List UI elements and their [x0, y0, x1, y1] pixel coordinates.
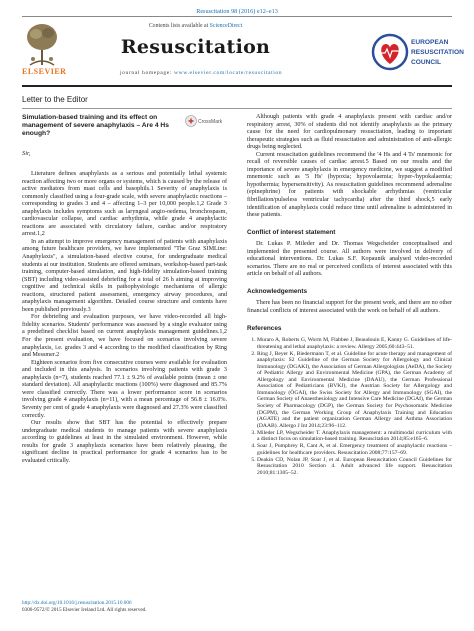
references-heading: References [247, 324, 282, 332]
acknowledgements-text: There has been no financial support for the present work, and there are no other financial conflicts of interest associated with the work on behalf of all authors. [247, 300, 452, 315]
erc-line1: EUROPEAN [411, 39, 449, 46]
crossmark-label: CrossMark [198, 119, 223, 125]
elsevier-tree-logo [24, 21, 60, 67]
article-type-label: Letter to the Editor [22, 95, 88, 104]
reference-list [247, 337, 452, 476]
contents-prefix: Contents lists available at [148, 23, 210, 29]
crossmark-badge[interactable] [185, 114, 225, 128]
body-paragraph: Eighteen scenarios from five consecutive courses were available for evaluation and included in this analysis. In scenarios involving patients with grade 3 anaphylaxis (n=7), students reached 77.1 ± 9.2% of available points (mean ± one standard deviation). All anaphylactic reactions (100%) were diagnosed and 85.7% were classified correctly. There was a lower performance score in scenarios involving grade 4 anaphylaxis (n=11), with a mean percentage of 56.8 ± 16.0%. Seventy per cent of grade 4 anaphylaxis were diagnosed and 27.3% were classified correctly. [22, 359, 227, 419]
article-title: Simulation-based training and its effect on management of severe anaphylaxis – Are 4 Hs enough? [22, 114, 169, 137]
body-paragraph: In an attempt to improve emergency management of patients with anaphylaxis among future healthcare providers, we have implemented "The Graz SIMLine: Anaphylaxis", a simulation-based elective course, for undergraduate medical students at our institution. Students are offered seminars, workshop-based part-task training, computer-based simulation, and high-fidelity simulation-based training (SBT) including video-assisted debriefing for a total of 26 h aiming at improving cognitive and technical skills in pathophysiologic mechanisms of allergic reactions, structured patient assessment, emergency airway procedures, and anaphylaxis management algorithm. Detailed course structure and contents have been published previously.3 [22, 238, 227, 313]
acknowledgements-heading: Acknowledgements [247, 287, 308, 295]
footer [22, 600, 147, 613]
header-rule-bottom [22, 85, 452, 87]
coi-text: Dr. Lukas P. Mileder and Dr. Thomas Wegscheider conceptualised and implemented the presented course. All authors were involved in delivery of educational interventions. Dr. Lukas S.F. Kopaunik analysed video-recorded scenarios. There are no real or perceived conflicts of interest associated with this article on behalf of all authors. [247, 241, 452, 278]
issn-copyright: 0300-9572/© 2015 Elsevier Ireland Ltd. All rights reserved. [22, 606, 147, 613]
reference-item[interactable]: 4. Soar J, Pumphrey R, Cant A, et al. Emergency treatment of anaphylactic reactions – guidelines for healthcare providers. Resuscitation 2008;77:157–69. [257, 443, 452, 456]
reference-item[interactable]: 2. Ring J, Beyer K, Biedermann T, et al. Guideline for acute therapy and management of anaphylaxis: S2 Guideline of the German Society for Allergology and Clinical Immunology (DGAKI), the Association of German Allergologists (AeDA), the Society of Pediatric Allergy and Environmental Medicine (GPA), the German Academy of Allergology and Environmental Medicine (DAAU), the German Professional Association of Pediatricians (BVKJ), the Austrian Society for Allergology and Immunology (ÖGAI), the Swiss Society for Allergy and Immunology (SGAI), the German Society of Anaesthesiology and Intensive Care Medicine (DGAI), the German Society of Pharmacology (DGP), the German Society for Psychosomatic Medicine (DGPM), the German Working Group of Anaphylaxis Training and Education (AGATE) and the patient organization German Allergy and Asthma Association (DAAB). Allergo J Int 2014;23:96–112. [257, 351, 452, 430]
erc-line2: RESUSCITATION [411, 49, 464, 56]
right-paragraphs [247, 114, 452, 220]
journal-citation[interactable]: Resuscitation 98 (2016) e12–e13 [196, 8, 278, 15]
section-rule [22, 108, 452, 109]
coi-heading: Conflict of interest statement [247, 228, 336, 236]
homepage-link[interactable]: www.elsevier.com/locate/resuscitation [173, 70, 283, 76]
reference-item[interactable]: 1. Muraro A, Roberts G, Worm M, Flabbee J, Beaudouin E, Kanny G. Guidelines of life-threatening and lethal anaphylaxis: a review. Allergy 2005;60:443–51. [257, 337, 452, 350]
contents-availability [63, 23, 328, 29]
journal-title: Resuscitation [120, 36, 271, 58]
body-paragraph: Current resuscitation guidelines recommend the '4 Hs and 4 Ts' mnemonic for recall of reversible causes of cardiac arrest.5 Based on our results and the importance of severe anaphylaxis in emergency medicine, we suggest a modified mnemonic such as '5 Hs' (hypoxia; hypovolaemia; hyper-/hypokalaemia; hypothermia; hypersensitivity). As resuscitation guidelines recommend adrenaline (epinephrine) for patients with shockable arrhythmias (ventricular fibrillation/pulseless ventricular tachycardia) after the third shock,5 early identification of anaphylaxis could reduce time until adrenaline is administered in these patients. [247, 151, 452, 219]
body-paragraph: Literature defines anaphylaxis as a serious and potentially lethal systemic reaction affecting two or more organs or systems, which is caused by the release of active mediators from mast cells and basophils.1 Severity of anaphylaxis is commonly classified using a four-grade scale, with severe anaphylactic reactions – corresponding to grades 3 and 4 – affecting 1–3 per 10,000 people.1,2 Grade 3 anaphylaxis includes symptoms such as laryngeal angio-oedema, bronchospasm, cardiovascular collapse, and cardiac arrhythmia, while grade 4 anaphylactic reactions are associated with circulatory failure, cardiac and/or respiratory arrest.1,2 [22, 171, 227, 238]
body-paragraph: Our results show that SBT has the potential to effectively prepare undergraduate medical students to manage patients with severe anaphylaxis according to guidelines at least in the simulated environment. However, while results for grade 3 anaphylaxis scenarios have been relatively pleasing, the significant decline in practical performance for grade 4 scenarios has to be evaluated critically. [22, 420, 227, 464]
right-column-body [247, 114, 452, 477]
header-rule-top [22, 16, 452, 17]
reference-item[interactable]: 5. Deakin CD, Nolan JP, Soar J, et al. European Resuscitation Council Guidelines for Resuscitation 2010 Section 4. Adult advanced life support. Resuscitation 2010;81:1305–52. [257, 457, 452, 477]
journal-homepage [120, 70, 282, 76]
body-paragraph: For debriefing and evaluation purposes, we have video-recorded all high-fidelity scenarios. Students' performance was assessed by a single evaluator using a predefined checklist based on current anaphylaxis management guidelines.1,2 For the present evaluation, we have focused on scenarios involving severe anaphylaxis, i.e. grades 3 and 4 according to the modified classification by Ring and Messmer.2 [22, 314, 227, 359]
reference-item[interactable]: 3. Mileder LP, Wegscheider T. Anaphylaxis management: a multimodal curriculum with a distinct focus on simulation-based training. Resuscitation 2014;85:e165–6. [257, 430, 452, 443]
elsevier-wordmark: ELSEVIER [22, 67, 67, 76]
salutation: Sir, [22, 150, 31, 157]
homepage-label: journal homepage: [120, 70, 174, 76]
erc-logo [370, 20, 464, 84]
sciencedirect-link[interactable]: ScienceDirect [209, 23, 243, 29]
doi-link[interactable]: http://dx.doi.org/10.1016/j.resuscitation.2015.10.006 [22, 600, 132, 606]
erc-line3: COUNCIL [411, 59, 442, 66]
body-paragraph: Although patients with grade 4 anaphylaxis present with cardiac and/or respiratory arrest, 30% of students did not identify anaphylaxis as the primary cause for the need for cardiopulmonary resuscitation, leading to important therapeutic strategies such as fluid resuscitation and administration of anti-allergic drugs being neglected. [247, 114, 452, 151]
left-column-body [22, 171, 227, 465]
